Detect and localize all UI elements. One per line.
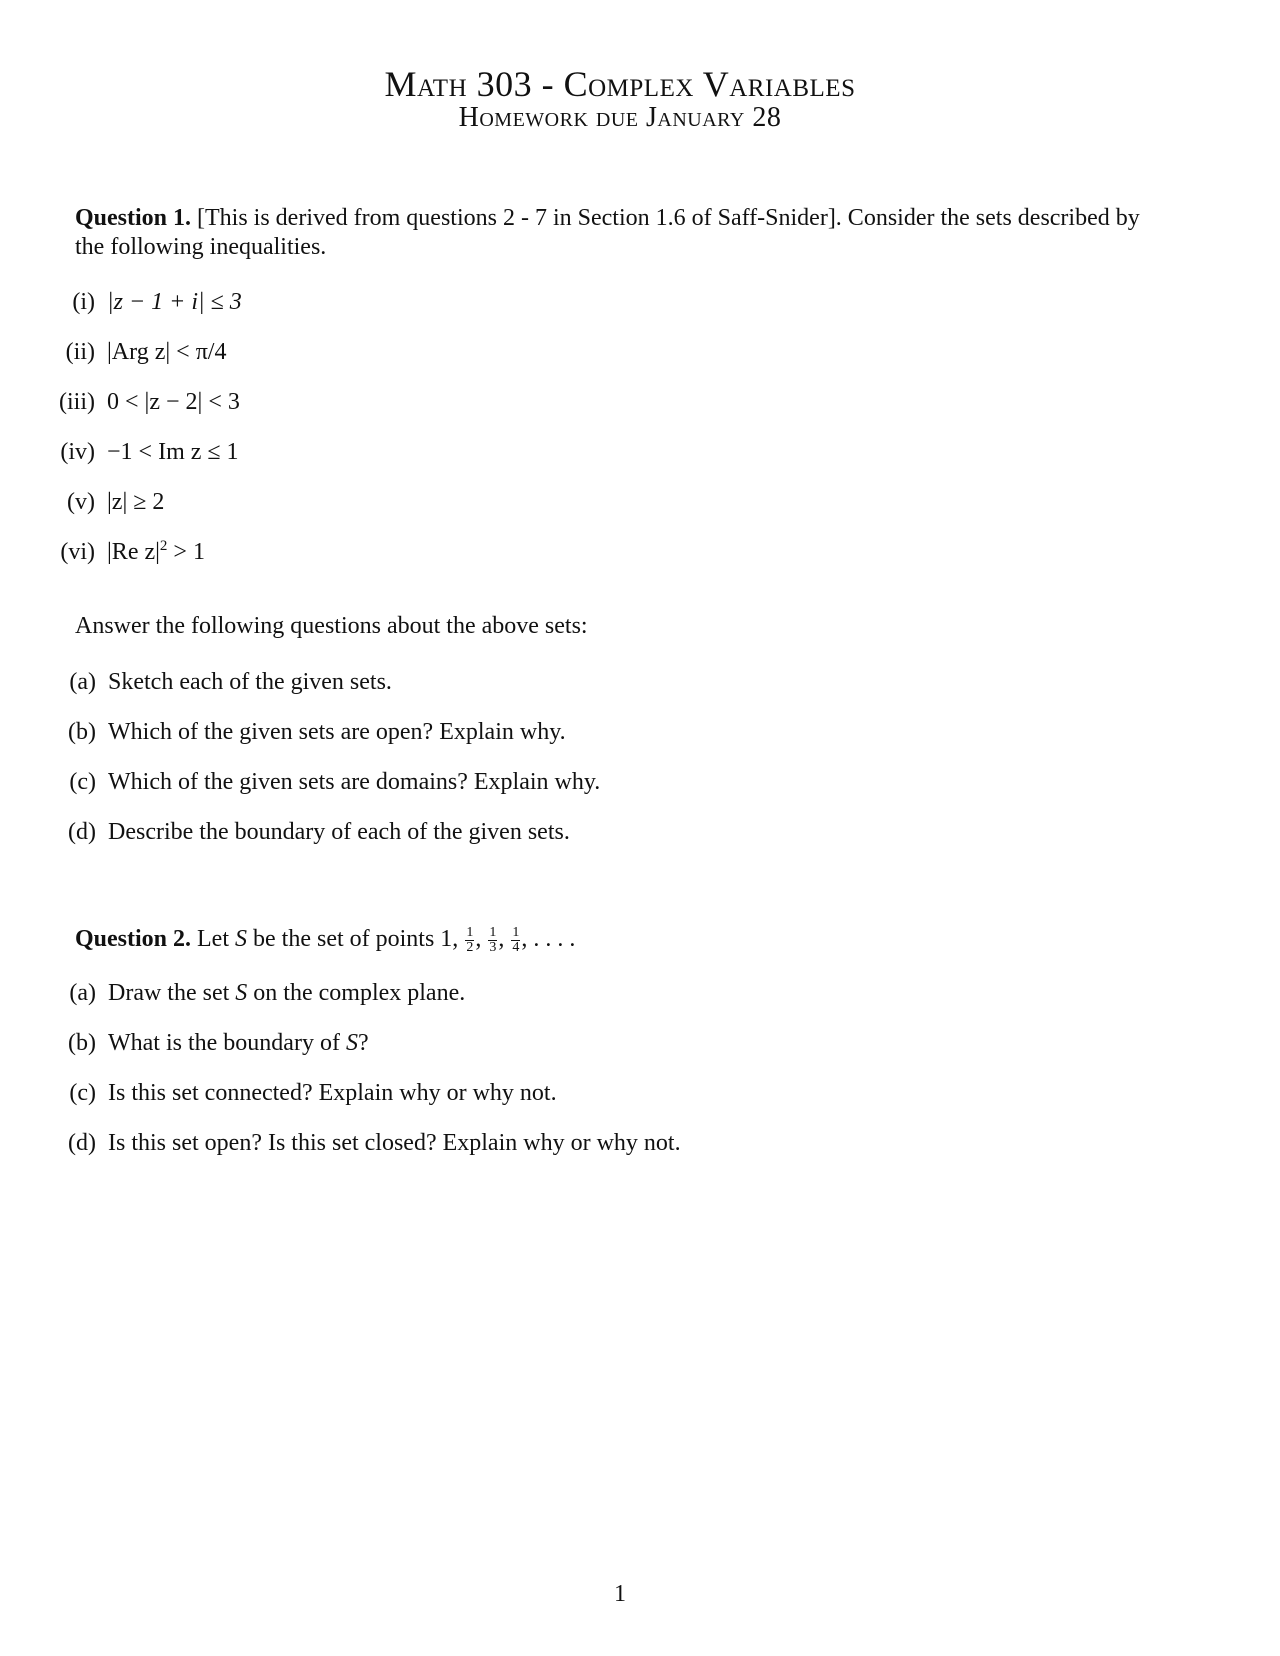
part-label: (d) [68, 819, 96, 845]
set-label: (iv) [60, 439, 95, 465]
set-expression: 0 < |z − 2| < 3 [107, 389, 240, 415]
part-text-pre: Draw the set [108, 980, 236, 1006]
set-label: (v) [67, 489, 95, 515]
q1-part-a [48, 668, 392, 697]
set-expression: |z| ≥ 2 [107, 489, 165, 515]
document-subtitle: Homework due January 28 [458, 102, 782, 133]
set-item-6 [48, 538, 205, 567]
q2-intro-end: , . . . . [521, 926, 576, 952]
answer-prompt: Answer the following questions about the above sets: [75, 613, 588, 639]
q1-part-c [48, 768, 600, 797]
fraction-half [465, 926, 474, 955]
q1-part-b [48, 718, 566, 747]
part-text: Which of the given sets are domains? Explain why. [108, 769, 601, 795]
q2-part-b [48, 1029, 369, 1058]
question-2-intro: Question 2. Let S be the set of points 1, $\frac{1}{2}$ , $\frac{1}{3}$ , $\frac{1}{4}$ , . . . . [75, 924, 576, 955]
fraction-denominator: 4 [512, 939, 520, 955]
part-label: (a) [69, 669, 96, 695]
question-2-heading: Question 2. [75, 926, 192, 952]
q1-part-d [48, 818, 570, 847]
set-expression-tail: > 1 [167, 539, 205, 565]
set-expression: |z − 1 + i| ≤ 3 [107, 289, 242, 315]
question-1-text: [This is derived from questions 2 - 7 in Section 1.6 of Saff-Snider]. Consider the sets described by the following inequalities. [75, 205, 1140, 260]
set-expression: −1 < Im z ≤ 1 [107, 439, 239, 465]
part-label: (b) [68, 719, 96, 745]
fraction-numerator: 1 [489, 924, 497, 940]
page-number: 1 [614, 1581, 626, 1607]
part-label: (c) [69, 1080, 96, 1106]
set-symbol: S [235, 926, 247, 952]
set-expression: |Arg z| < π/4 [107, 339, 227, 365]
set-item-4 [48, 438, 239, 467]
part-text-post: ? [357, 1030, 369, 1056]
part-text: Sketch each of the given sets. [108, 669, 392, 695]
fraction-denominator: 2 [466, 939, 474, 955]
part-text-post: on the complex plane. [247, 980, 466, 1006]
document-title: Math 303 - Complex Variables [384, 64, 856, 104]
part-text: Describe the boundary of each of the given sets. [108, 819, 570, 845]
part-label: (c) [69, 769, 96, 795]
q2-part-c [48, 1079, 557, 1108]
part-text: Is this set open? Is this set closed? Explain why or why not. [108, 1130, 681, 1156]
set-item-3 [48, 388, 240, 417]
set-symbol: S [345, 1030, 358, 1056]
set-item-2 [48, 338, 226, 367]
q2-intro-after: be the set of points 1, [247, 926, 465, 952]
question-1-heading: Question 1. [75, 205, 192, 231]
part-label: (b) [68, 1030, 96, 1056]
q2-part-a [48, 979, 465, 1008]
part-text: Which of the given sets are open? Explain why. [108, 719, 566, 745]
set-item-1 [48, 288, 242, 317]
fraction-quarter [511, 926, 520, 955]
part-label: (d) [68, 1130, 96, 1156]
part-label: (a) [69, 980, 96, 1006]
fraction-denominator: 3 [489, 939, 497, 955]
q2-intro-before: Let [197, 926, 235, 952]
set-label: (ii) [65, 339, 95, 365]
set-expression-main: |Re z| [107, 539, 160, 565]
part-text [108, 980, 465, 1006]
set-label: (vi) [60, 539, 95, 565]
set-label: (iii) [59, 389, 95, 415]
part-text: Is this set connected? Explain why or why not. [108, 1080, 557, 1106]
question-1-intro [75, 204, 1170, 262]
set-item-5 [48, 488, 164, 517]
part-text-pre: What is the boundary of [108, 1030, 346, 1056]
set-expression [107, 539, 205, 565]
set-label: (i) [72, 289, 95, 315]
part-text [108, 1030, 369, 1056]
fraction-third [488, 926, 497, 955]
fraction-numerator: 1 [512, 924, 520, 940]
fraction-numerator: 1 [466, 924, 474, 940]
set-expression-exponent: 2 [159, 538, 168, 554]
set-symbol: S [235, 980, 248, 1006]
q2-part-d [48, 1129, 681, 1158]
